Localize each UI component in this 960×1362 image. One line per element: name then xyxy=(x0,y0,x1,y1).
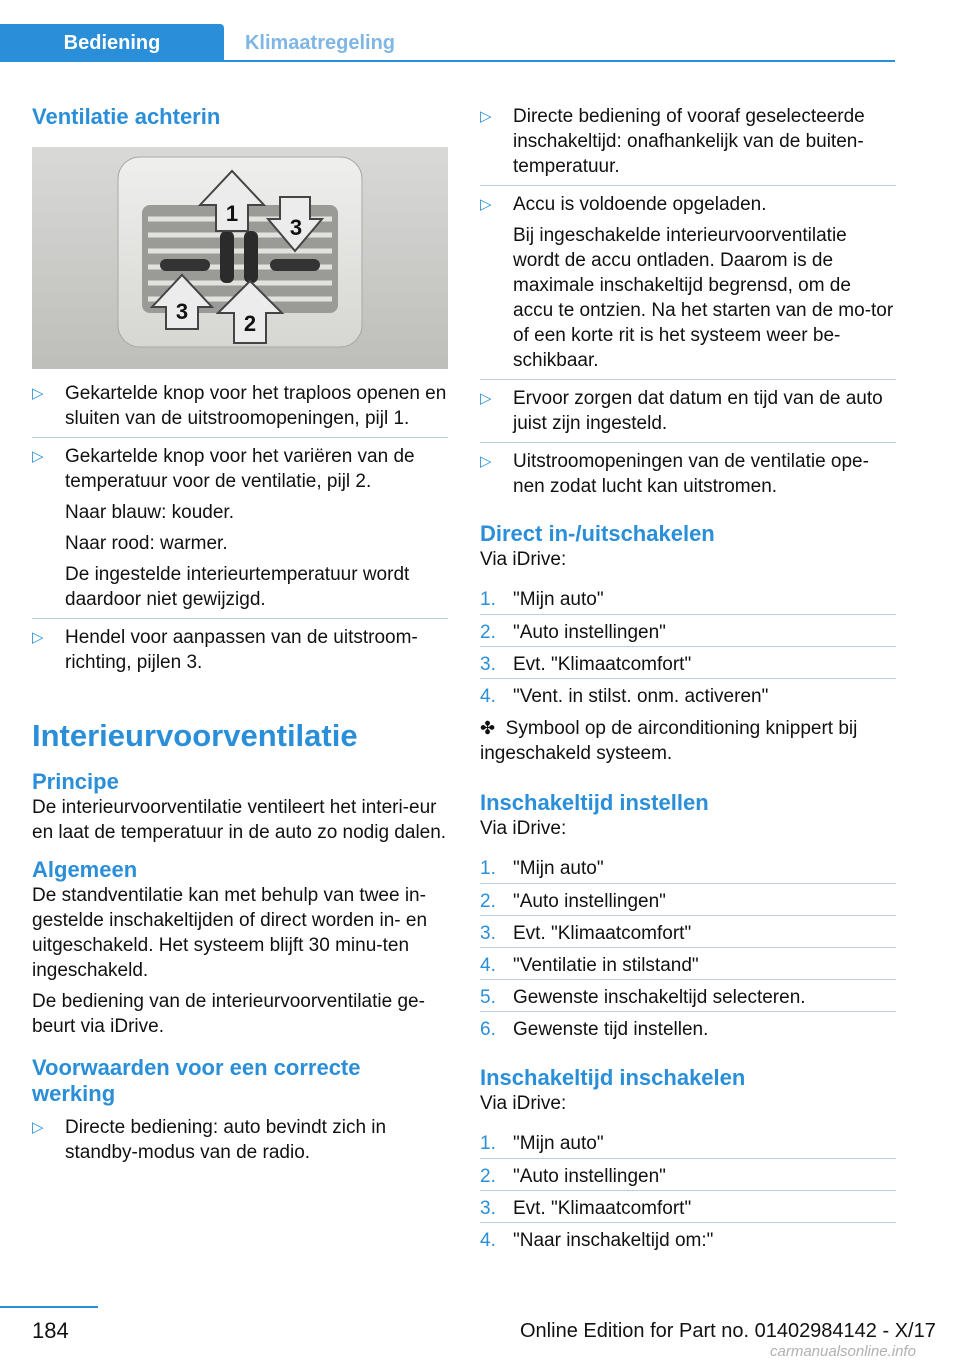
list-item: ▷ Gekartelde knop voor het traploos openen en sluiten van de uitstroomopeningen, pijl 1. xyxy=(32,383,447,429)
fan-icon: ✤ xyxy=(480,718,496,738)
figure-label-2: 2 xyxy=(243,311,257,336)
requirements-list xyxy=(480,104,896,499)
step-item: 6. Gewenste tijd instellen. xyxy=(480,1011,896,1043)
instellen-steps xyxy=(480,851,896,1043)
vent-bullet-list xyxy=(32,381,448,675)
instellen-via: Via iDrive: xyxy=(480,818,567,839)
step-item: 1. "Mijn auto" xyxy=(480,1133,604,1154)
direct-title: Direct in-/uitschakelen xyxy=(480,521,715,546)
inschakelen-via: Via iDrive: xyxy=(480,1093,567,1114)
tab-klimaatregeling[interactable]: Klimaatregeling xyxy=(244,32,396,54)
direct-steps xyxy=(480,582,896,710)
list-item: ▷ Gekartelde knop voor het variëren van de temperatuur voor de ventilatie, pijl 2. Naar blauw: kouder. Naar rood: warmer. De ingestelde interieurtemperatuur wordt daardoor niet gewijzigd. xyxy=(32,437,448,612)
tab-bediening[interactable]: Bediening xyxy=(0,24,224,62)
triangle-bullet-icon: ▷ xyxy=(32,448,44,465)
left-column xyxy=(32,100,448,1165)
figure-label-1: 1 xyxy=(225,201,239,226)
page-number: 184 xyxy=(32,1318,69,1343)
step-item: 1. "Mijn auto" xyxy=(480,589,604,610)
direct-via: Via iDrive: xyxy=(480,549,567,570)
algemeen-paragraph-1: De standventilatie kan met behulp van twee in-gestelde inschakeltijden of direct worden in- en uitgeschakeld. Het systeem blijft 30 minu-ten ingeschakeld. xyxy=(32,885,428,981)
triangle-bullet-icon: ▷ xyxy=(32,385,44,402)
triangle-bullet-icon: ▷ xyxy=(480,390,492,407)
rear-vent-photo xyxy=(32,147,448,369)
list-item: ▷ Uitstroomopeningen van de ventilatie ope-nen zodat lucht kan uitstromen. xyxy=(480,442,896,499)
figure-label-3-right: 3 xyxy=(289,215,303,240)
symbol-note: ✤ Symbool op de airconditioning knippert bij ingeschakeld systeem. xyxy=(480,718,858,764)
step-item: 3. Evt. "Klimaatcomfort" xyxy=(480,646,896,678)
step-item: 2. "Auto instellingen" xyxy=(480,614,896,646)
triangle-bullet-icon: ▷ xyxy=(32,1119,44,1136)
inschakelen-steps xyxy=(480,1126,896,1254)
edition-text: Online Edition for Part no. 01402984142 - X/17 xyxy=(520,1320,936,1342)
voorwaarden-title: Voorwaarden voor een correcte werking xyxy=(32,1055,361,1106)
figure-label-3-left: 3 xyxy=(175,299,189,324)
header-rule xyxy=(0,60,895,62)
triangle-bullet-icon: ▷ xyxy=(480,108,492,125)
section-title-ventilatie-achterin: Ventilatie achterin xyxy=(32,104,221,129)
footer-rule xyxy=(0,1306,98,1308)
triangle-bullet-icon: ▷ xyxy=(480,453,492,470)
list-item: ▷ Hendel voor aanpassen van de uitstroom-richting, pijlen 3. xyxy=(32,618,448,675)
voorwaarden-list xyxy=(32,1115,448,1165)
algemeen-title: Algemeen xyxy=(32,857,138,882)
step-item: 5. Gewenste inschakeltijd selecteren. xyxy=(480,979,896,1011)
list-item: ▷ Directe bediening: auto bevindt zich in standby-modus van de radio. xyxy=(32,1117,387,1163)
step-item: 2. "Auto instellingen" xyxy=(480,1158,896,1190)
step-item: 3. Evt. "Klimaatcomfort" xyxy=(480,1190,896,1222)
principe-text: De interieurvoorventilatie ventileert het interi-eur en laat de temperatuur in de auto zo nodig dalen. xyxy=(32,797,447,843)
principe-title: Principe xyxy=(32,769,119,794)
algemeen-paragraph-2: De bediening van de interieurvoorventilatie ge-beurt via iDrive. xyxy=(32,991,425,1037)
list-item: ▷ Ervoor zorgen dat datum en tijd van de auto juist zijn ingesteld. xyxy=(480,379,896,436)
watermark: carmanualsonline.info xyxy=(770,1343,916,1360)
list-item: ▷ Accu is voldoende opgeladen. Bij ingeschakelde interieurvoorventilatie wordt de accu ontladen. Daarom is de maximale inschakeltijd begrensd, om de accu te ontzien. Na het starten van de mo-tor of een korte rit is het systeem weer be-schikbaar. xyxy=(480,185,896,373)
step-item: 4. "Naar inschakeltijd om:" xyxy=(480,1222,896,1254)
inschakelen-title: Inschakeltijd inschakelen xyxy=(480,1065,746,1090)
step-item: 4. "Vent. in stilst. onm. activeren" xyxy=(480,678,896,710)
step-item: 4. "Ventilatie in stilstand" xyxy=(480,947,896,979)
step-item: 3. Evt. "Klimaatcomfort" xyxy=(480,915,896,947)
triangle-bullet-icon: ▷ xyxy=(480,196,492,213)
step-item: 1. "Mijn auto" xyxy=(480,858,604,879)
list-item: ▷ Directe bediening of vooraf geselecteerde inschakeltijd: onafhankelijk van de buiten-temperatuur. xyxy=(480,106,865,177)
instellen-title: Inschakeltijd instellen xyxy=(480,790,709,815)
page-header xyxy=(0,0,960,62)
main-title: Interieurvoorventilatie xyxy=(32,718,358,753)
step-item: 2. "Auto instellingen" xyxy=(480,883,896,915)
triangle-bullet-icon: ▷ xyxy=(32,629,44,646)
right-column xyxy=(480,104,896,1254)
